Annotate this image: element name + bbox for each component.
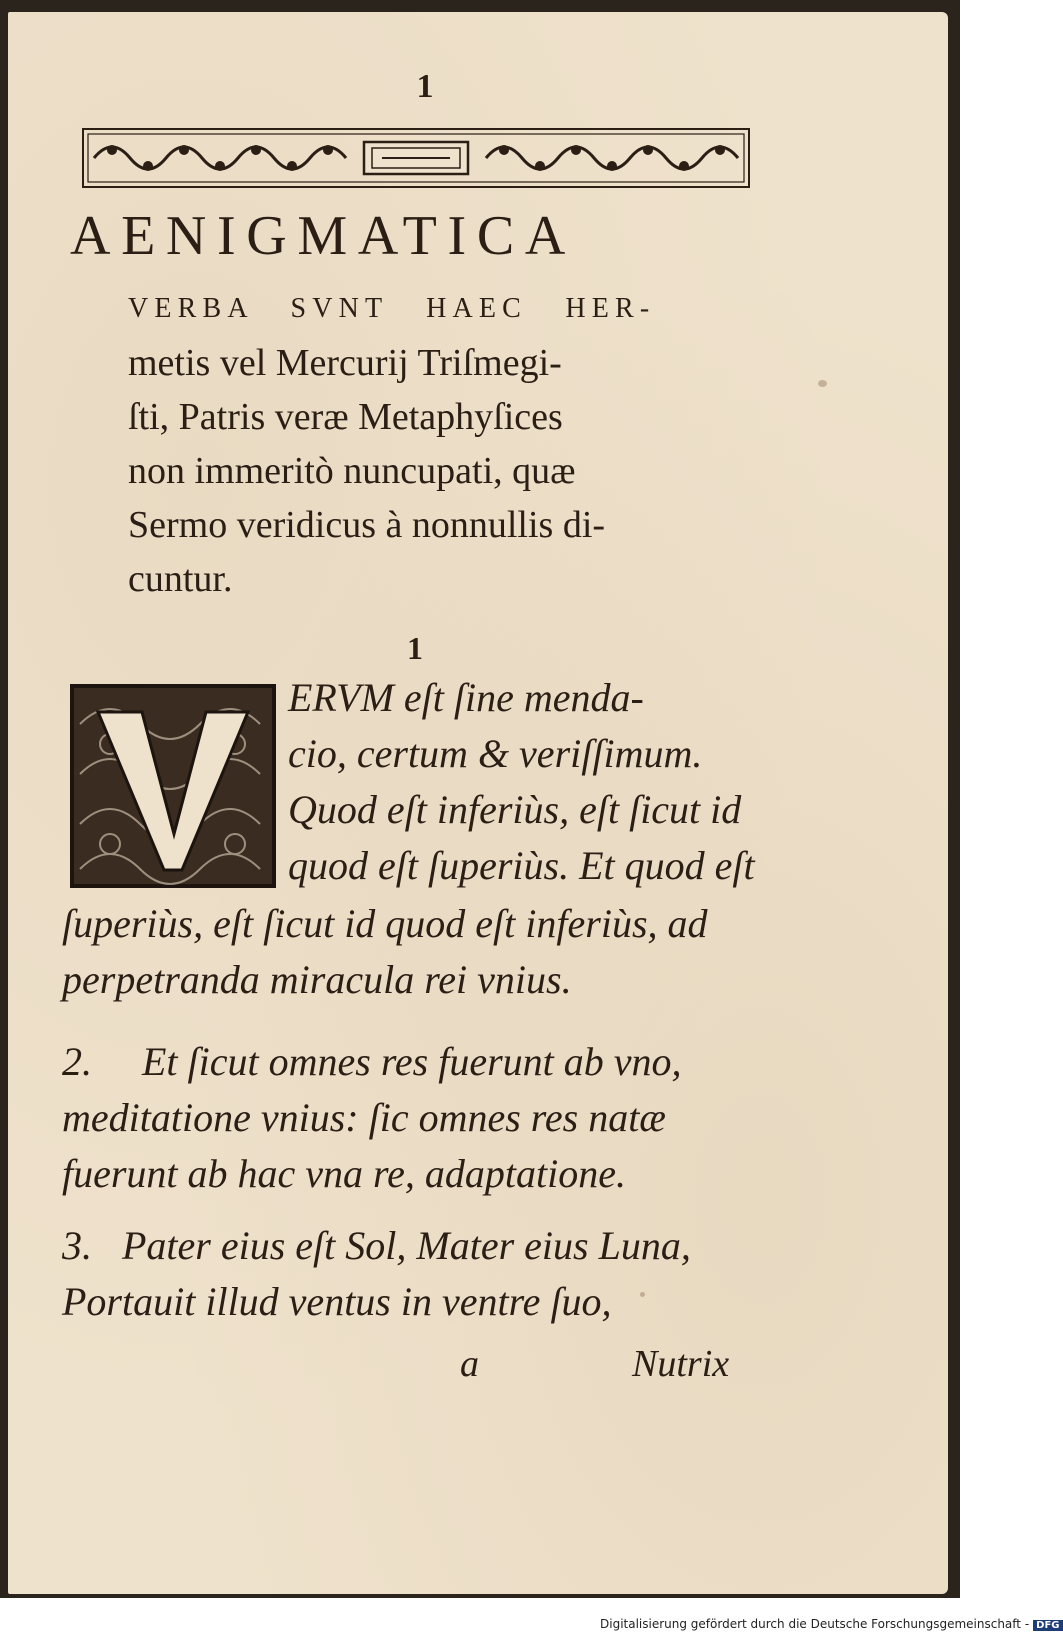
subtitle-line: VERBA SVNT HAEC HER- xyxy=(128,293,656,324)
digitization-footer xyxy=(600,1617,1060,1631)
decorated-initial-v xyxy=(70,684,276,888)
text-line: Portauit illud ventus in ventre ſuo, xyxy=(62,1279,612,1324)
text-line: ſuperiùs, eſt ſicut id quod eſt inferiùs, ad xyxy=(62,901,708,946)
catch-signature: a xyxy=(460,1343,479,1385)
subtitle-line: Sermo veridicus à nonnullis di- xyxy=(128,504,606,546)
ornamental-headpiece xyxy=(82,128,750,188)
signature-mark: 1 xyxy=(416,68,434,105)
subtitle-line: ſti, Patris veræ Metaphyſices xyxy=(128,396,563,438)
catchword: Nutrix xyxy=(632,1343,730,1385)
footer-text: Digitalisierung gefördert durch die Deutsche Forschungsgemeinschaft - xyxy=(600,1617,1030,1631)
text-line: perpetranda miracula rei vnius. xyxy=(62,957,572,1002)
text-line: cio, certum & veriſſimum. xyxy=(288,731,703,776)
text-line: quod eſt ſuperiùs. Et quod eſt xyxy=(288,843,755,888)
initial-letter: V xyxy=(173,834,174,835)
dfg-logo: DFG xyxy=(1033,1620,1062,1631)
text-line: fuerunt ab hac vna re, adaptatione. xyxy=(62,1151,626,1196)
page-title: AENIGMATICA xyxy=(70,205,576,267)
paragraph-3 xyxy=(62,1218,772,1330)
text-line: Quod eſt inferiùs, eſt ſicut id xyxy=(288,787,742,832)
subtitle-line: metis vel Mercurij Triſmegi- xyxy=(128,342,562,384)
text-line: meditatione vnius: ſic omnes res natæ xyxy=(62,1095,666,1140)
text-line: ERVM eſt ſine menda- xyxy=(288,675,644,720)
subtitle-block xyxy=(128,282,768,606)
subtitle-line: cuntur. xyxy=(128,558,233,600)
paragraph-1-top xyxy=(288,670,768,894)
subtitle-line: non immeritò nuncupati, quæ xyxy=(128,450,576,492)
text-line: 2. Et ſicut omnes res fuerunt ab vno, xyxy=(62,1039,682,1084)
ink-spot xyxy=(640,1292,645,1297)
ink-spot xyxy=(818,380,827,387)
paragraph-2 xyxy=(62,1034,772,1202)
section-number: 1 xyxy=(407,630,423,666)
text-line: 3. Pater eius eſt Sol, Mater eius Luna, xyxy=(62,1223,691,1268)
paragraph-1-bottom xyxy=(62,896,762,1008)
